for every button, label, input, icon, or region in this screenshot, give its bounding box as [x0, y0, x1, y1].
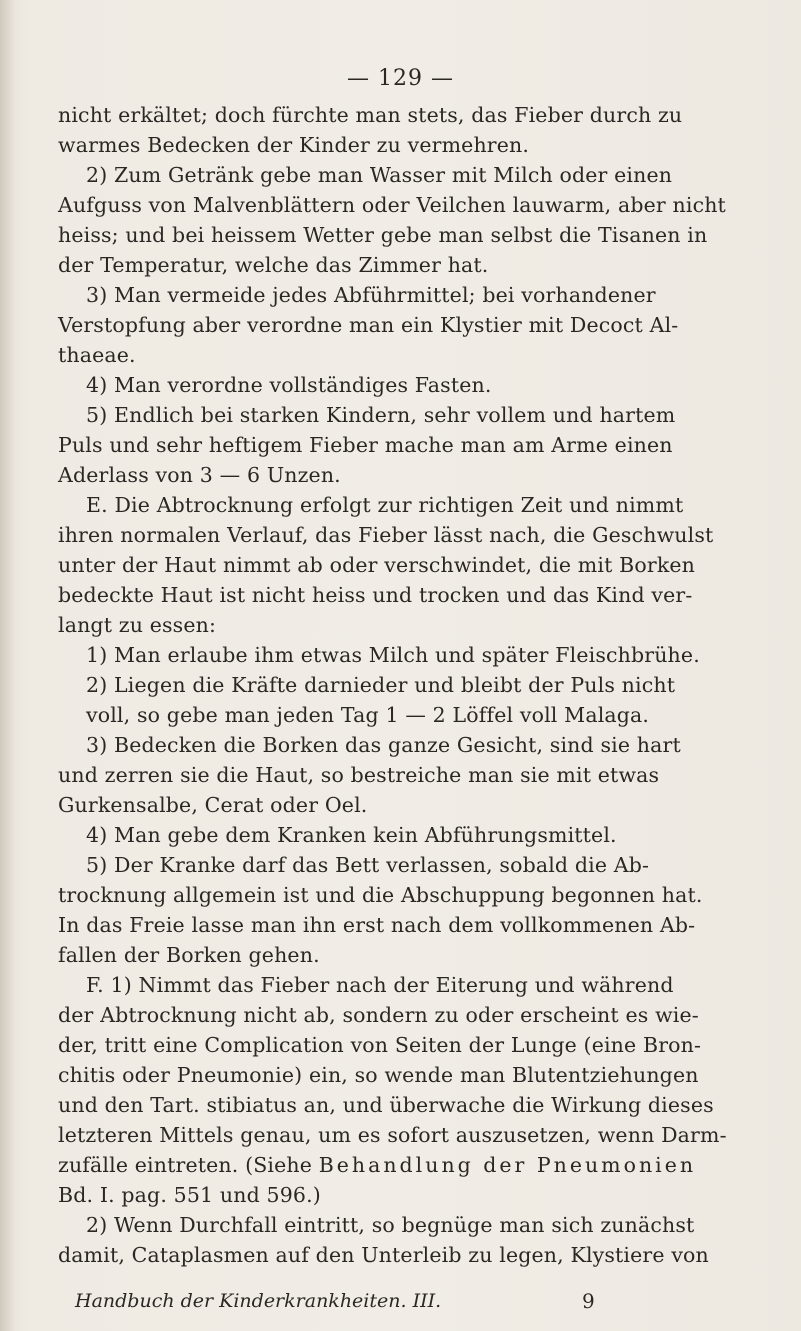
cross-reference: Behandlung der Pneumonien	[318, 1153, 697, 1177]
text-line: Puls und sehr heftigem Fieber mache man am Arme einen	[58, 433, 673, 457]
text-line: warmes Bedecken der Kinder zu vermehren.	[58, 133, 530, 157]
text-line: Aderlass von 3 — 6 Unzen.	[58, 463, 341, 487]
text-line: und zerren sie die Haut, so bestreiche man sie mit etwas	[58, 763, 660, 787]
text-line: 5) Endlich bei starken Kindern, sehr vollem und hartem	[86, 403, 676, 427]
text-line: 1) Man erlaube ihm etwas Milch und später Fleischbrühe.	[86, 643, 700, 667]
text-line: letzteren Mittels genau, um es sofort auszusetzen, wenn Darm-	[58, 1123, 727, 1147]
text-line: fallen der Borken gehen.	[58, 943, 320, 967]
text-line: Aufguss von Malvenblättern oder Veilchen lauwarm, aber nicht	[58, 193, 726, 217]
text-line: Verstopfung aber verordne man ein Klystier mit Decoct Al-	[58, 313, 679, 337]
text-line: Gurkensalbe, Cerat oder Oel.	[58, 793, 368, 817]
text-line: und den Tart. stibiatus an, und überwache die Wirkung dieses	[58, 1093, 714, 1117]
text-line: 4) Man gebe dem Kranken kein Abführungsmittel.	[86, 823, 617, 847]
text-line: zufälle eintreten. (Siehe Behandlung der Pneumonien	[58, 1153, 697, 1177]
text-line: heiss; und bei heissem Wetter gebe man selbst die Tisanen in	[58, 223, 708, 247]
text-line: thaeae.	[58, 343, 136, 367]
text-line: 3) Man vermeide jedes Abführmittel; bei vorhandener	[86, 283, 656, 307]
text-line: 4) Man verordne vollständiges Fasten.	[86, 373, 492, 397]
text-line: Bd. I. pag. 551 und 596.)	[58, 1183, 321, 1207]
text-line: In das Freie lasse man ihn erst nach dem vollkommenen Ab-	[58, 913, 696, 937]
text-line: nicht erkältet; doch fürchte man stets, das Fieber durch zu	[58, 103, 683, 127]
text-line: ihren normalen Verlauf, das Fieber lässt nach, die Geschwulst	[58, 523, 714, 547]
text-line: unter der Haut nimmt ab oder verschwindet, die mit Borken	[58, 553, 696, 577]
text-line: chitis oder Pneumonie) ein, so wende man Blutentziehungen	[58, 1063, 699, 1087]
text-line: der Temperatur, welche das Zimmer hat.	[58, 253, 489, 277]
page-spine-shadow	[0, 0, 14, 1331]
footer-title: Handbuch der Kinderkrankheiten. III.	[75, 1290, 442, 1312]
text-line: der Abtrocknung nicht ab, sondern zu oder erscheint es wie-	[58, 1003, 699, 1027]
text-line: F. 1) Nimmt das Fieber nach der Eiterung und während	[86, 973, 674, 997]
text-line: 2) Wenn Durchfall eintritt, so begnüge man sich zunächst	[86, 1213, 695, 1237]
text-line: damit, Cataplasmen auf den Unterleib zu legen, Klystiere von	[58, 1243, 709, 1267]
text-line: 5) Der Kranke darf das Bett verlassen, sobald die Ab-	[86, 853, 650, 877]
page-number: — 129 —	[347, 66, 454, 91]
text-line: 3) Bedecken die Borken das ganze Gesicht, sind sie hart	[86, 733, 681, 757]
text-line: langt zu essen:	[58, 613, 217, 637]
text-line: 2) Zum Getränk gebe man Wasser mit Milch oder einen	[86, 163, 673, 187]
text-line: 2) Liegen die Kräfte darnieder und bleibt der Puls nicht	[86, 673, 676, 697]
text-line: trocknung allgemein ist und die Abschuppung begonnen hat.	[58, 883, 703, 907]
text-line: E. Die Abtrocknung erfolgt zur richtigen Zeit und nimmt	[86, 493, 684, 517]
text-line: der, tritt eine Complication von Seiten der Lunge (eine Bron-	[58, 1033, 702, 1057]
text-line: bedeckte Haut ist nicht heiss und trocken und das Kind ver-	[58, 583, 693, 607]
signature-mark: 9	[582, 1289, 595, 1313]
text-line: voll, so gebe man jeden Tag 1 — 2 Löffel voll Malaga.	[86, 703, 650, 727]
